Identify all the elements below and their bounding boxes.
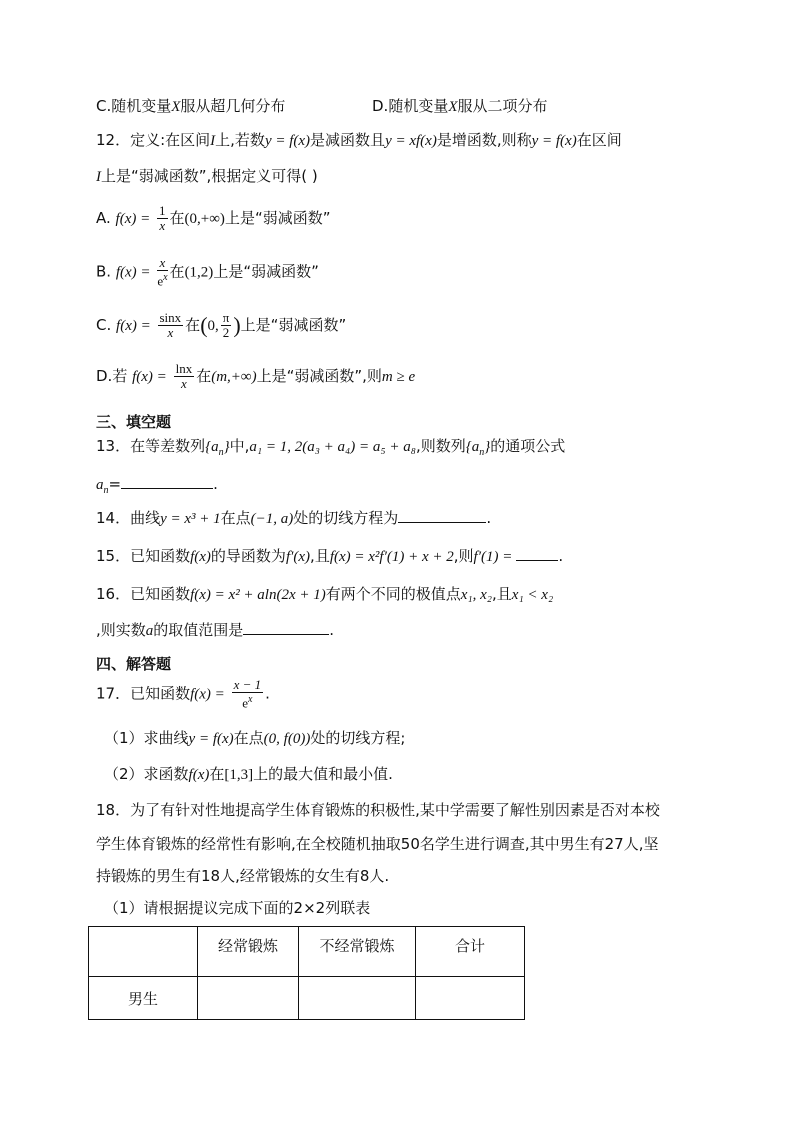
q12-option-d: [96, 362, 415, 391]
fraction-pi-over-2: [221, 311, 232, 340]
subscript: n: [218, 447, 224, 458]
text: ,且: [492, 585, 512, 603]
ask-expr: f′(1) =: [473, 549, 513, 565]
denominator: [232, 693, 264, 710]
text: 的导函数为: [210, 547, 286, 565]
section-heading-solutions: 四、解答题: [96, 655, 172, 673]
table-header-cell: [89, 927, 198, 977]
exponent: x: [163, 272, 168, 283]
expr: y = f(x): [188, 731, 234, 747]
period: .: [486, 509, 492, 527]
text: 中,: [229, 437, 250, 455]
expr-fx: f(x): [190, 549, 211, 565]
text: 在: [209, 765, 225, 783]
text: ,且: [310, 547, 330, 565]
text: ,则实数: [96, 621, 146, 639]
answer-blank[interactable]: [516, 546, 558, 561]
fraction: [157, 256, 167, 288]
q12-option-a: [96, 204, 330, 233]
numerator: π: [222, 310, 230, 325]
q11-option-c: [96, 96, 285, 117]
answer-blank[interactable]: [243, 620, 329, 635]
numerator: x − 1: [233, 677, 262, 692]
table-header-cell: 合计: [416, 927, 525, 977]
q14: [96, 508, 491, 529]
q15: [96, 546, 563, 567]
option-d-text: D.随机变量: [372, 97, 449, 115]
q13-line2: [96, 474, 218, 501]
table-header-row: [89, 927, 525, 977]
expr-fpx: f′(x): [285, 549, 311, 565]
expr-y-fx: y = f(x): [264, 133, 311, 149]
interval: (m,+∞): [211, 369, 257, 385]
answer-var: a: [96, 477, 104, 493]
option-label: B.: [96, 262, 112, 281]
point: (−1, a): [250, 511, 294, 527]
q12-option-c: [96, 308, 346, 343]
denominator: x: [167, 325, 174, 340]
seq-close: }: [223, 439, 230, 455]
table-cell[interactable]: [198, 977, 299, 1020]
period: .: [213, 475, 218, 493]
contingency-table: [88, 926, 525, 1020]
text: 在区间: [576, 131, 622, 149]
q12-stem-line2: [96, 166, 318, 187]
text: 上,若数: [215, 131, 265, 149]
q18-line1: 18．为了有针对性地提高学生体育锻炼的积极性,某中学需要了解性别因素是否对本校: [96, 801, 660, 819]
q13-line1: [96, 436, 565, 463]
condition: x₁ < x₂: [511, 587, 554, 603]
text: 上是“弱减函数”: [240, 316, 347, 334]
numerator: sinx: [159, 310, 182, 325]
q17-stem: [96, 678, 270, 710]
sequence: [205, 439, 230, 458]
table-header-cell: 不经常锻炼: [299, 927, 416, 977]
text: 在点: [233, 729, 264, 747]
answer-blank[interactable]: [121, 474, 213, 489]
table-cell[interactable]: [299, 977, 416, 1020]
point: (0, f(0)): [263, 731, 311, 747]
text: 在: [169, 209, 185, 227]
text: 上是“弱减函数”: [224, 209, 331, 227]
text: 12．定义:在区间: [96, 131, 211, 149]
var-x: X: [448, 99, 458, 115]
fraction: [232, 678, 264, 710]
var-i: I: [210, 133, 216, 149]
period: .: [265, 684, 270, 703]
text: 16．已知函数: [96, 585, 191, 603]
text: 的取值范围是: [153, 621, 244, 639]
option-label: A.: [96, 209, 111, 227]
text: 在: [185, 316, 201, 334]
option-d-text-end: 服从二项分布: [457, 97, 548, 115]
left-paren: (: [200, 312, 208, 338]
denominator: x: [159, 218, 166, 233]
exponent: x: [248, 694, 253, 705]
q18-line3: 持锻炼的男生有18人,经常锻炼的女生有8人.: [96, 867, 390, 885]
equation: f(x) = x² + aln(2x + 1): [190, 587, 326, 603]
option-label: D.若: [96, 367, 128, 385]
condition: m ≥ e: [381, 369, 416, 385]
seq-close: }: [484, 439, 491, 455]
expr-fx: f(x) =: [115, 264, 151, 281]
var-i: I: [96, 169, 101, 185]
q12-option-b: [96, 256, 319, 288]
expr-y-fx: y = f(x): [531, 133, 577, 149]
text: 有两个不同的极值点: [325, 585, 461, 603]
condition: a₁ = 1, 2(a₃ + a₄) = a₅ + a₈: [249, 439, 416, 455]
fraction: [158, 311, 184, 340]
var-x: X: [171, 99, 181, 115]
expr: f(x): [188, 767, 210, 783]
text: 17．已知函数: [96, 684, 191, 703]
text: 15．已知函数: [96, 547, 191, 565]
text: 14．曲线: [96, 509, 161, 527]
sequence: [465, 439, 491, 458]
text: （1）求曲线: [104, 729, 189, 747]
text: 13．在等差数列: [96, 437, 206, 455]
q17-part1: [104, 728, 405, 749]
equals: =: [108, 475, 122, 493]
numerator: 1: [159, 203, 166, 218]
text: （2）求函数: [104, 765, 189, 783]
text: 是减函数且: [310, 131, 386, 149]
q17-part2: [104, 764, 393, 785]
text: 在: [169, 262, 185, 281]
table-header-cell: 经常锻炼: [198, 927, 299, 977]
text: 是增函数,则称: [436, 131, 532, 149]
q12-stem-line1: [96, 130, 622, 151]
q18-line2: 学生体育锻炼的经常性有影响,在全校随机抽取50名学生进行调查,其中男生有27人,坚: [96, 835, 659, 853]
q11-option-d: [372, 96, 548, 117]
subscript: n: [103, 485, 109, 496]
denominator: [157, 271, 167, 288]
table-row-label: 男生: [89, 977, 198, 1020]
seq-open: {a: [205, 439, 219, 455]
interval: [1,3]: [224, 767, 254, 783]
numerator: x: [157, 256, 167, 271]
points: x₁, x₂: [460, 587, 493, 603]
option-c-text: C.随机变量: [96, 97, 172, 115]
text: 的通项公式: [490, 437, 566, 455]
denominator: x: [181, 376, 187, 391]
seq-open: {a: [465, 439, 480, 455]
text: 上是“弱减函数”,根据定义可得( ): [101, 167, 318, 185]
text: 处的切线方程为: [293, 509, 399, 527]
text: 在: [196, 367, 212, 385]
expr-y-xfx: y = xf(x): [385, 133, 437, 149]
expr-fx: f(x) =: [116, 318, 151, 334]
subscript: n: [479, 447, 485, 458]
q18-part1: （1）请根据提议完成下面的2×2列联表: [104, 899, 371, 917]
interval: (0,+∞): [184, 211, 225, 227]
base-e: e: [157, 273, 164, 289]
q16-line1: [96, 584, 553, 605]
q16-line2: [96, 620, 334, 641]
text: 在点: [220, 509, 251, 527]
text: 上是“弱减函数”,则: [256, 367, 382, 385]
table-row: [89, 977, 525, 1020]
table-cell[interactable]: [416, 977, 525, 1020]
text: 上的最大值和最小值.: [253, 765, 393, 783]
section-heading-fill-in: 三、填空题: [96, 413, 172, 431]
expr-fx: f(x) =: [115, 211, 151, 227]
period: .: [558, 547, 564, 565]
right-paren: ): [233, 312, 241, 338]
interval: (1,2): [184, 264, 214, 281]
fraction: [174, 362, 195, 391]
numerator: lnx: [175, 361, 193, 376]
equation: f(x) = x²f′(1) + x + 2: [329, 549, 454, 565]
expr-fx: f(x) =: [132, 369, 167, 385]
denominator: 2: [222, 325, 230, 340]
var-a: a: [145, 623, 154, 639]
option-c-text-end: 服从超几何分布: [180, 97, 286, 115]
period: .: [329, 621, 335, 639]
text: ,则数列: [415, 437, 466, 455]
option-label: C.: [96, 316, 112, 334]
text: ,则: [453, 547, 474, 565]
interval-left: 0,: [207, 318, 219, 334]
base-e: e: [242, 695, 248, 711]
answer-blank[interactable]: [398, 508, 486, 523]
text: 处的切线方程;: [310, 729, 406, 747]
curve-expr: y = x³ + 1: [160, 511, 221, 527]
expr-fx: f(x) =: [190, 686, 225, 703]
text: 上是“弱减函数”: [213, 262, 319, 281]
fraction: [157, 204, 168, 233]
